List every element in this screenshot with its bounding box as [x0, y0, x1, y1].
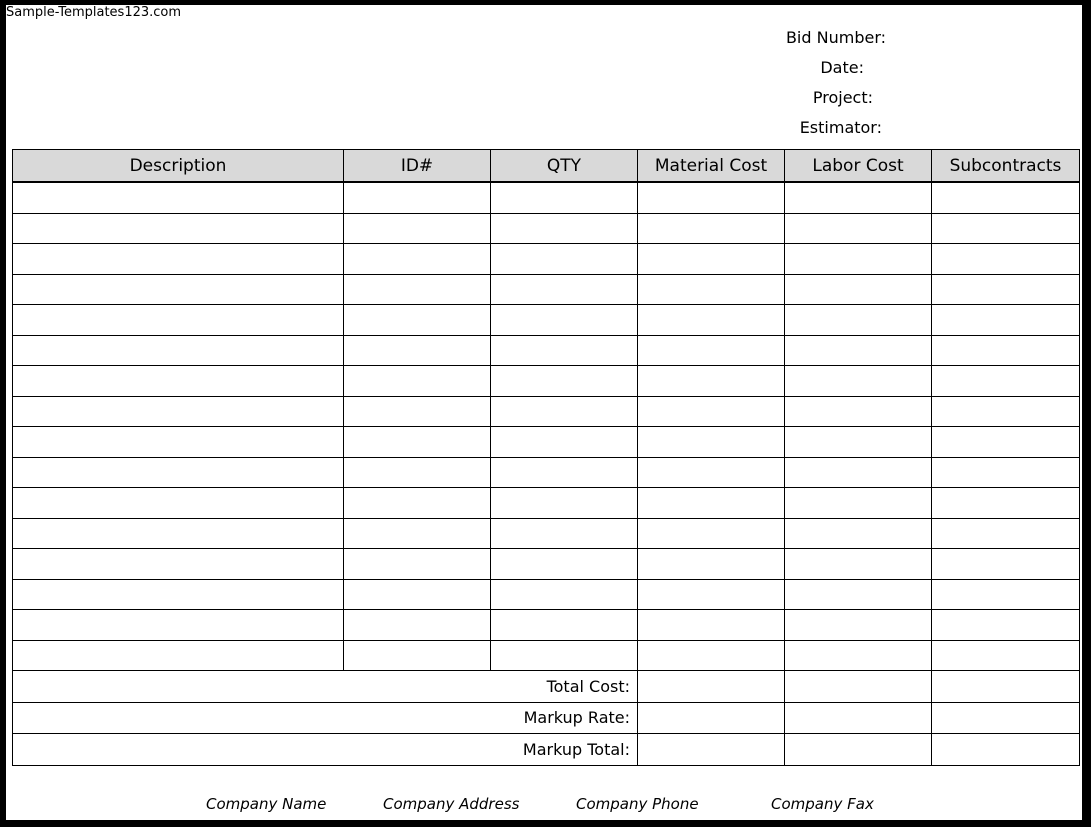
cell[interactable]	[932, 610, 1080, 641]
cell[interactable]	[491, 366, 638, 397]
cell[interactable]	[638, 640, 785, 671]
cell[interactable]	[932, 457, 1080, 488]
cell[interactable]	[344, 335, 491, 366]
cell[interactable]	[344, 549, 491, 580]
table-row	[13, 366, 1080, 397]
table-row	[13, 610, 1080, 641]
cell[interactable]	[13, 579, 344, 610]
header-qty: QTY	[491, 150, 638, 183]
cell[interactable]	[491, 457, 638, 488]
cell[interactable]	[491, 335, 638, 366]
header-description: Description	[13, 150, 344, 183]
table-row	[13, 579, 1080, 610]
cell[interactable]	[785, 457, 932, 488]
total-material-cell[interactable]	[638, 671, 785, 703]
cell[interactable]	[344, 640, 491, 671]
cell[interactable]	[491, 182, 638, 213]
header-labor-cost: Labor Cost	[785, 150, 932, 183]
company-fax: Company Fax	[771, 795, 874, 813]
cell[interactable]	[491, 396, 638, 427]
cell[interactable]	[932, 518, 1080, 549]
table-body	[13, 182, 1080, 765]
cell[interactable]	[13, 335, 344, 366]
table-row	[13, 182, 1080, 213]
cell[interactable]	[785, 640, 932, 671]
cell[interactable]	[932, 366, 1080, 397]
table-row	[13, 640, 1080, 671]
cell[interactable]	[344, 427, 491, 458]
markup-total-subcontracts-cell[interactable]	[932, 734, 1080, 766]
total-cost-row	[13, 671, 1080, 703]
cell[interactable]	[13, 427, 344, 458]
header-id: ID#	[344, 150, 491, 183]
cell[interactable]	[491, 488, 638, 519]
cell[interactable]	[491, 579, 638, 610]
cell[interactable]	[932, 305, 1080, 336]
total-cost-label: Total Cost:	[13, 671, 638, 703]
cell[interactable]	[13, 610, 344, 641]
cell[interactable]	[638, 305, 785, 336]
cell[interactable]	[13, 640, 344, 671]
estimator-label: Estimator:	[799, 118, 882, 137]
cell[interactable]	[13, 244, 344, 275]
cell[interactable]	[638, 579, 785, 610]
cell[interactable]	[491, 213, 638, 244]
cell[interactable]	[785, 213, 932, 244]
cell[interactable]	[491, 518, 638, 549]
cell[interactable]	[344, 518, 491, 549]
bid-table	[12, 149, 1080, 766]
header-material-cost: Material Cost	[638, 150, 785, 183]
cell[interactable]	[344, 457, 491, 488]
table-row	[13, 457, 1080, 488]
cell[interactable]	[344, 244, 491, 275]
company-address: Company Address	[383, 795, 520, 813]
header-subcontracts: Subcontracts	[932, 150, 1080, 183]
cell[interactable]	[344, 182, 491, 213]
cell[interactable]	[491, 305, 638, 336]
cell[interactable]	[932, 427, 1080, 458]
cell[interactable]	[638, 610, 785, 641]
company-name: Company Name	[206, 795, 327, 813]
cell[interactable]	[932, 335, 1080, 366]
cell[interactable]	[785, 366, 932, 397]
cell[interactable]	[785, 518, 932, 549]
cell[interactable]	[638, 457, 785, 488]
cell[interactable]	[491, 427, 638, 458]
cell[interactable]	[638, 213, 785, 244]
table-row	[13, 427, 1080, 458]
cell[interactable]	[638, 366, 785, 397]
cell[interactable]	[344, 213, 491, 244]
company-phone: Company Phone	[576, 795, 699, 813]
markup-rate-labor-cell[interactable]	[785, 702, 932, 734]
table-header-row	[13, 150, 1080, 183]
cell[interactable]	[13, 488, 344, 519]
cell[interactable]	[344, 396, 491, 427]
cell[interactable]	[13, 396, 344, 427]
markup-total-label: Markup Total:	[13, 734, 638, 766]
table-row	[13, 488, 1080, 519]
cell[interactable]	[13, 518, 344, 549]
markup-rate-row	[13, 702, 1080, 734]
cell[interactable]	[785, 396, 932, 427]
cell[interactable]	[491, 610, 638, 641]
cell[interactable]	[785, 549, 932, 580]
cell[interactable]	[638, 182, 785, 213]
cell[interactable]	[785, 579, 932, 610]
table-row	[13, 213, 1080, 244]
watermark: Sample-Templates123.com	[6, 5, 182, 20]
cell[interactable]	[13, 274, 344, 305]
cell[interactable]	[932, 396, 1080, 427]
cell[interactable]	[491, 274, 638, 305]
cell[interactable]	[785, 610, 932, 641]
cell[interactable]	[638, 427, 785, 458]
table-row	[13, 244, 1080, 275]
table-row	[13, 518, 1080, 549]
cell[interactable]	[344, 488, 491, 519]
cell[interactable]	[344, 366, 491, 397]
total-labor-cell[interactable]	[785, 671, 932, 703]
table-row	[13, 549, 1080, 580]
cell[interactable]	[13, 549, 344, 580]
cell[interactable]	[932, 488, 1080, 519]
bid-number-label: Bid Number:	[785, 28, 886, 47]
cell[interactable]	[638, 396, 785, 427]
cell[interactable]	[638, 335, 785, 366]
table-row	[13, 274, 1080, 305]
project-label: Project:	[812, 88, 873, 107]
cell[interactable]	[491, 244, 638, 275]
cell[interactable]	[785, 274, 932, 305]
cell[interactable]	[13, 457, 344, 488]
cell[interactable]	[638, 549, 785, 580]
markup-total-labor-cell[interactable]	[785, 734, 932, 766]
cell[interactable]	[932, 579, 1080, 610]
cell[interactable]	[13, 213, 344, 244]
cell[interactable]	[932, 244, 1080, 275]
cell[interactable]	[491, 549, 638, 580]
markup-total-material-cell[interactable]	[638, 734, 785, 766]
total-subcontracts-cell[interactable]	[932, 671, 1080, 703]
markup-rate-material-cell[interactable]	[638, 702, 785, 734]
date-label: Date:	[820, 58, 864, 77]
bid-meta-block	[786, 23, 886, 143]
cell[interactable]	[638, 244, 785, 275]
cell[interactable]	[785, 335, 932, 366]
cell[interactable]	[785, 427, 932, 458]
cell[interactable]	[785, 244, 932, 275]
cell[interactable]	[13, 366, 344, 397]
cell[interactable]	[491, 640, 638, 671]
cell[interactable]	[932, 182, 1080, 213]
cell[interactable]	[932, 640, 1080, 671]
markup-rate-subcontracts-cell[interactable]	[932, 702, 1080, 734]
cell[interactable]	[344, 579, 491, 610]
cell[interactable]	[785, 305, 932, 336]
cell[interactable]	[344, 305, 491, 336]
markup-rate-label: Markup Rate:	[13, 702, 638, 734]
cell[interactable]	[344, 610, 491, 641]
cell[interactable]	[344, 274, 491, 305]
cell[interactable]	[932, 274, 1080, 305]
table-row	[13, 305, 1080, 336]
cell[interactable]	[785, 182, 932, 213]
markup-total-row	[13, 734, 1080, 766]
cell[interactable]	[785, 488, 932, 519]
cell[interactable]	[638, 518, 785, 549]
cell[interactable]	[932, 213, 1080, 244]
table-row	[13, 335, 1080, 366]
cell[interactable]	[13, 305, 344, 336]
cell[interactable]	[638, 274, 785, 305]
cell[interactable]	[13, 182, 344, 213]
table-row	[13, 396, 1080, 427]
cell[interactable]	[932, 549, 1080, 580]
cell[interactable]	[638, 488, 785, 519]
